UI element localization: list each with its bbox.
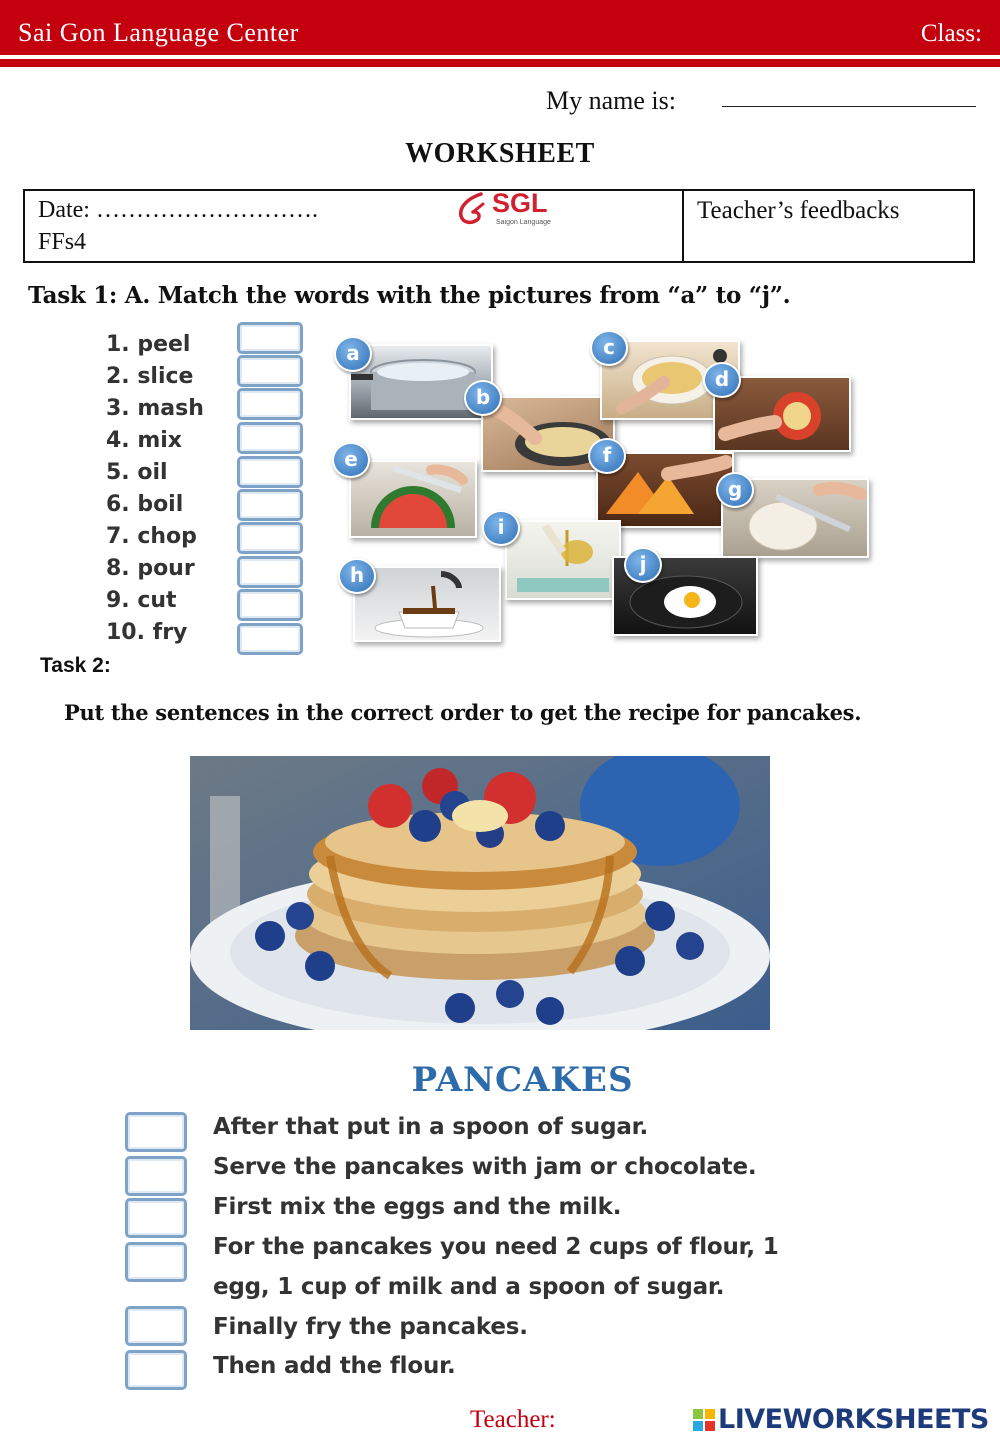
worksheet-code: FFs4 <box>38 229 87 255</box>
answer-box-8[interactable] <box>237 556 303 588</box>
recipe-step: Finally fry the pancakes. <box>213 1314 528 1340</box>
badge-d: d <box>703 362 741 398</box>
answer-box-4[interactable] <box>237 422 303 454</box>
class-label: Class: <box>920 20 982 47</box>
sgl-logo-text: SGL <box>492 188 548 218</box>
badge-c: c <box>590 330 628 366</box>
name-input-line[interactable] <box>722 106 976 107</box>
order-box-4[interactable] <box>125 1242 187 1282</box>
answer-box-7[interactable] <box>237 522 303 554</box>
badge-j: j <box>624 547 662 583</box>
order-box-2[interactable] <box>125 1156 187 1196</box>
recipe-step: For the pancakes you need 2 cups of flour, 1 <box>213 1234 779 1260</box>
order-box-3[interactable] <box>125 1198 187 1238</box>
word-item: 10. fry <box>106 620 188 645</box>
answer-box-2[interactable] <box>237 355 303 387</box>
name-label: My name is: <box>546 86 676 115</box>
badge-b: b <box>464 380 502 416</box>
recipe-step: First mix the eggs and the milk. <box>213 1194 622 1220</box>
picture-e <box>349 460 477 538</box>
task1-title: Task 1: A. Match the words with the pictures from “a” to “j”. <box>28 282 791 309</box>
word-item: 3. mash <box>106 396 204 421</box>
center-name: Sai Gon Language Center <box>18 18 299 47</box>
word-item: 4. mix <box>106 428 182 453</box>
word-item: 1. peel <box>106 332 191 357</box>
sgl-logo-subtitle: Saigon Language <box>496 219 551 226</box>
recipe-step: Serve the pancakes with jam or chocolate. <box>213 1154 757 1180</box>
recipe-step: After that put in a spoon of sugar. <box>213 1114 649 1140</box>
recipe-step: Then add the flour. <box>213 1353 456 1379</box>
word-item: 8. pour <box>106 556 195 581</box>
worksheet-title: WORKSHEET <box>405 138 595 169</box>
badge-h: h <box>338 558 376 594</box>
pancake-photo <box>190 756 770 1030</box>
answer-box-6[interactable] <box>237 489 303 521</box>
badge-i: i <box>482 510 520 546</box>
answer-box-3[interactable] <box>237 388 303 420</box>
header-underline <box>0 59 1000 67</box>
badge-f: f <box>588 438 626 474</box>
order-box-1[interactable] <box>125 1112 187 1152</box>
answer-box-5[interactable] <box>237 456 303 488</box>
badge-g: g <box>716 472 754 508</box>
order-box-6[interactable] <box>125 1350 187 1390</box>
task2-label: Task 2: <box>40 654 111 677</box>
teacher-label: Teacher: <box>470 1406 556 1433</box>
word-item: 9. cut <box>106 588 177 613</box>
badge-a: a <box>334 336 372 372</box>
liveworksheets-brand: LIVEWORKSHEETS <box>718 1404 989 1435</box>
recipe-step: egg, 1 cup of milk and a spoon of sugar. <box>213 1274 725 1300</box>
recipe-title: PANCAKES <box>411 1060 634 1100</box>
answer-box-10[interactable] <box>237 623 303 655</box>
word-item: 6. boil <box>106 492 184 517</box>
word-item: 7. chop <box>106 524 197 549</box>
badge-e: e <box>332 442 370 478</box>
teacher-feedback-label: Teacher’s feedbacks <box>697 197 900 224</box>
word-item: 2. slice <box>106 364 194 389</box>
answer-box-1[interactable] <box>237 322 303 354</box>
word-item: 5. oil <box>106 460 168 485</box>
date-label: Date: ………………………. <box>38 197 318 223</box>
answer-box-9[interactable] <box>237 589 303 621</box>
info-table-divider <box>682 189 684 263</box>
order-box-5[interactable] <box>125 1306 187 1346</box>
picture-i <box>505 520 621 600</box>
task2-instruction: Put the sentences in the correct order to get the recipe for pancakes. <box>64 700 862 725</box>
liveworksheets-logo-icon <box>693 1409 715 1431</box>
